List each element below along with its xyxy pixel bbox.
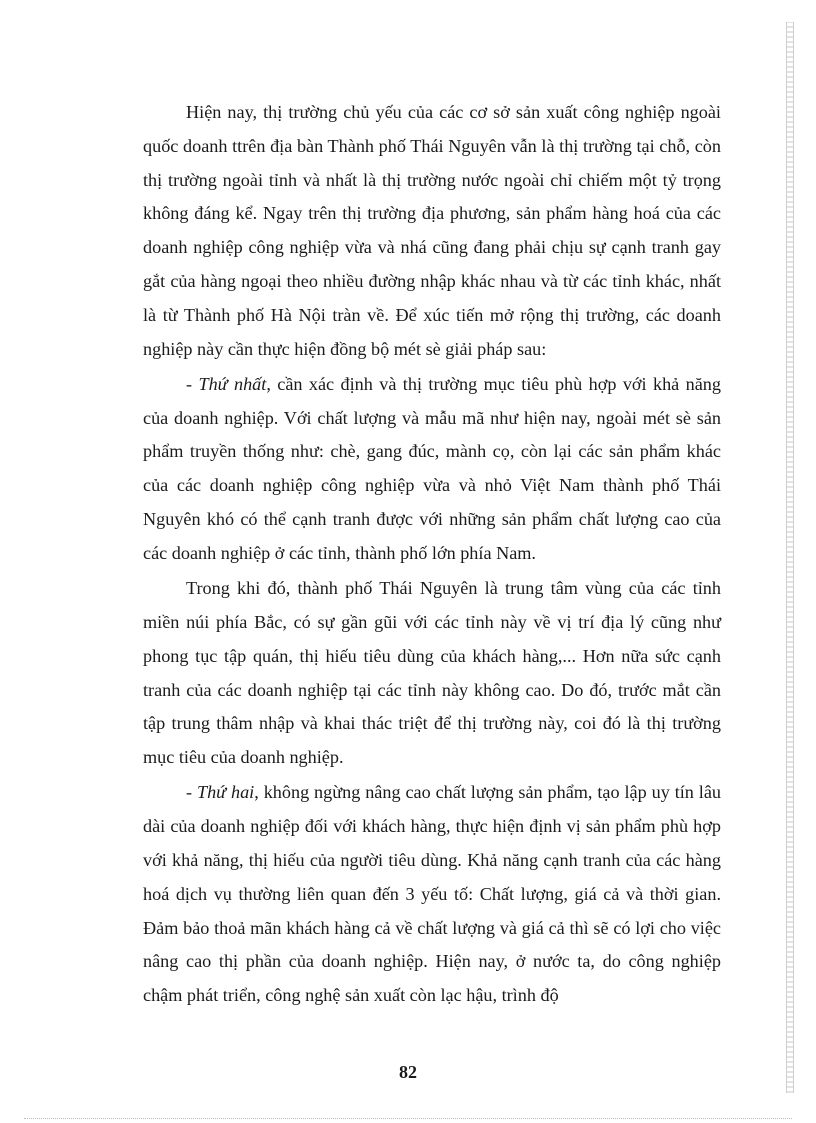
page-border-bottom bbox=[24, 1118, 792, 1120]
page-border-right bbox=[786, 22, 794, 1093]
paragraph: - Thứ hai, không ngừng nâng cao chất lượng sản phẩm, tạo lập uy tín lâu dài của doanh nghiệp đối với khách hàng, thực hiện định vị sản phẩm phù hợp với khả năng, thị hiếu của người tiêu dùng. Khả năng cạnh tranh của các hàng hoá dịch vụ thường liên quan đến 3 yếu tố: Chất lượng, giá cả và thời gian. Đảm bảo thoả mãn khách hàng cả về chất lượng và giá cả thì sẽ có lợi cho việc nâng cao thị phần của doanh nghiệp. Hiện nay, ở nước ta, do công nghiệp chậm phát triển, công nghệ sản xuất còn lạc hậu, trình độ bbox=[143, 782, 722, 1006]
page-number: 82 bbox=[399, 1062, 417, 1082]
emphasis: Thứ nhất bbox=[198, 373, 267, 394]
paragraph: - Thứ nhất, cần xác định và thị trường mục tiêu phù hợp với khả năng của doanh nghiệp. Với chất lượng và mẫu mã như hiện nay, ngoài mét sè sản phẩm truyền thống như: chè, gang đúc, mành cọ, còn lại các sản phẩm khác của các doanh nghiệp công nghiệp vừa và nhỏ Việt Nam thành phố Thái Nguyên khó có thể cạnh tranh được với những sản phẩm chất lượng cao của các doanh nghiệp ở các tỉnh, thành phố lớn phía Nam. bbox=[143, 373, 721, 563]
body-text bbox=[143, 96, 721, 1015]
emphasis: Thứ hai bbox=[196, 782, 255, 803]
paragraph: Trong khi đó, thành phố Thái Nguyên là trung tâm vùng của các tỉnh miền núi phía Bắc, có sự gần gũi với các tỉnh này về vị trí địa lý cũng như phong tục tập quán, thị hiếu tiêu dùng của khách hàng,... Hơn nữa sức cạnh tranh của các doanh nghiệp tại các tỉnh này không cao. Do đó, trước mắt cần tập trung thâm nhập và khai thác triệt để thị trường này, coi đó là thị trường mục tiêu của doanh nghiệp. bbox=[143, 578, 721, 768]
paragraph: Hiện nay, thị trường chủ yếu của các cơ sở sản xuất công nghiệp ngoài quốc doanh ttrên địa bàn Thành phố Thái Nguyên vẫn là thị trường tại chỗ, còn thị trường ngoài tỉnh và nhất là thị trường nước ngoài chỉ chiếm một tỷ trọng không đáng kể. Ngay trên thị trường địa phương, sản phẩm hàng hoá của các doanh nghiệp công nghiệp vừa và nhá cũng đang phải chịu sự cạnh tranh gay gắt của hàng ngoại theo nhiều đường nhập khác nhau và từ các tỉnh khác, nhất là từ Thành phố Hà Nội tràn về. Để xúc tiến mở rộng thị trường, các doanh nghiệp này cần thực hiện đồng bộ mét sè giải pháp sau: bbox=[143, 102, 721, 359]
